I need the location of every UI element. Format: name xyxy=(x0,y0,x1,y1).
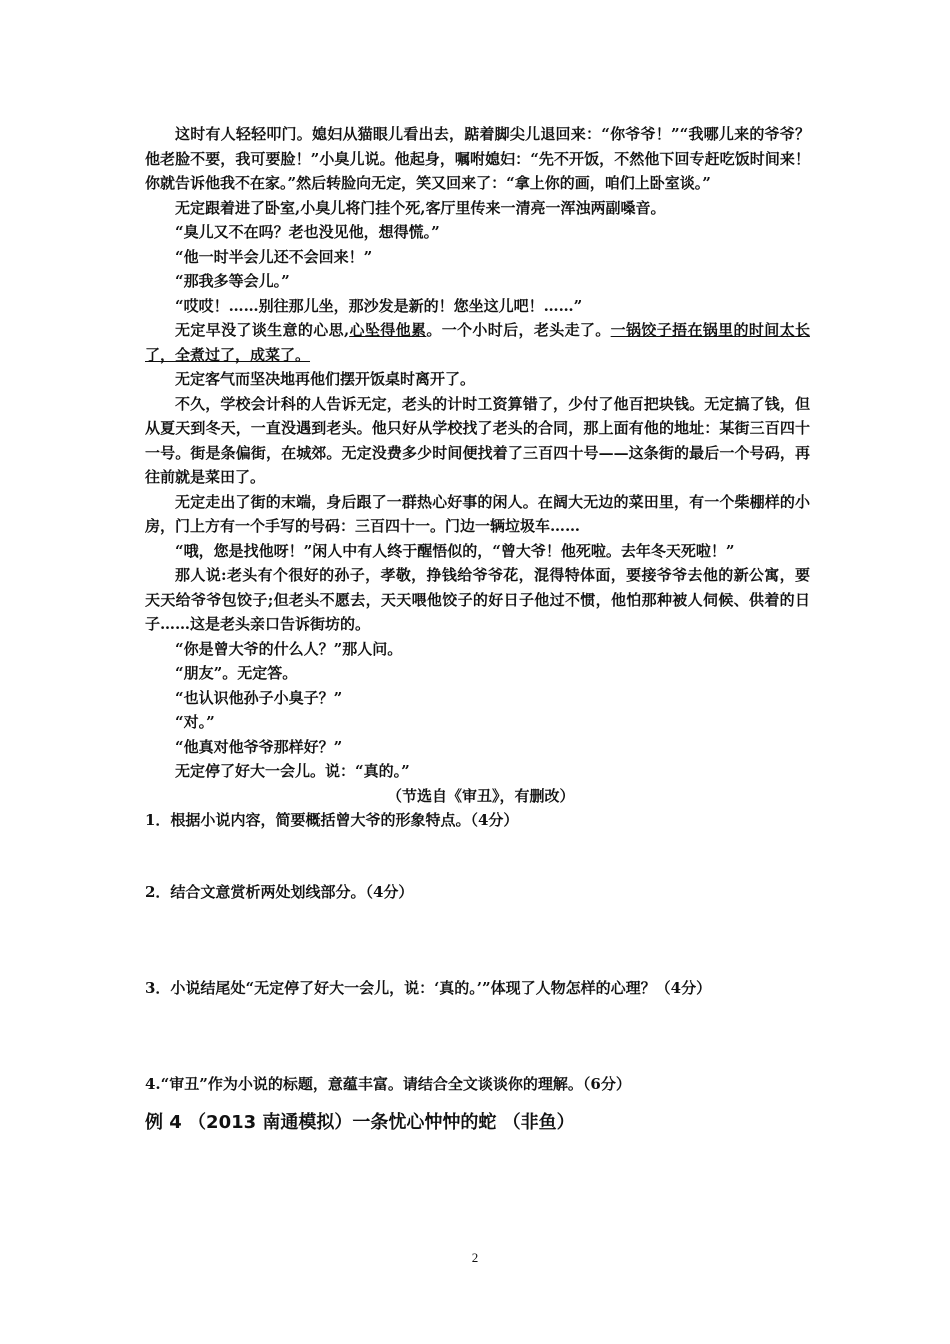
paragraph: 那人说:老头有个很好的孙子，孝敬，挣钱给爷爷花，混得特体面，要接爷爷去他的新公寓，要天天给爷爷包饺子;但老头不愿去，天天喂他饺子的好日子他过不惯，他怕那种被人伺候、供着的日子……这是老头亲口告诉街坊的。 xyxy=(145,566,810,633)
dialogue-line: “哎哎！……别往那儿坐，那沙发是新的！您坐这儿吧！……” xyxy=(175,296,583,315)
text-segment: 无定早没了谈生意的心思, xyxy=(175,321,350,339)
document-body xyxy=(145,122,810,1134)
dialogue-line: “那我多等会儿。” xyxy=(175,272,290,290)
underlined-phrase-1: 心坠得他累 xyxy=(349,321,427,339)
paragraph: 不久，学校会计科的人告诉无定，老头的计时工资算错了，少付了他百把块钱。无定搞了钱，但从夏天到冬天，一直没遇到老头。他只好从学校找了老头的合同，那上面有他的地址：某街三百四十一号。街是条偏街，在城郊。无定没费多少时间便找着了三百四十号——这条街的最后一个号码，再往前就是菜田了。 xyxy=(145,394,810,486)
question-2: 2．结合文意赏析两处划线部分。（4分） xyxy=(145,883,414,901)
dialogue-line: “他一时半会儿还不会回来！” xyxy=(175,247,373,266)
dialogue-line: “你是曾大爷的什么人？”那人问。 xyxy=(175,639,403,658)
paragraph-underlined xyxy=(145,318,810,367)
example-heading: 例 4 （2013 南通模拟）一条忧心忡忡的蛇 （非鱼） xyxy=(145,1112,575,1133)
dialogue-line: 无定停了好大一会儿。说：“真的。” xyxy=(175,762,410,780)
paragraph: 这时有人轻轻叩门。媳妇从猫眼儿看出去，踮着脚尖儿退回来：“你爷爷！”“我哪儿来的爷爷？他老脸不要，我可要脸！”小臭儿说。他起身，嘱咐媳妇：“先不开饭，不然他下回专赶吃饭时间来！你就告诉他我不在家。”然后转脸向无定，笑又回来了：“拿上你的画，咱们上卧室谈。” xyxy=(145,125,810,192)
text-segment: 。一个小时后，老头走了。 xyxy=(426,321,611,339)
underlined-phrase-2: 一锅饺子捂在锅里的时间太长了，全煮过了，成菜了。 xyxy=(145,321,810,364)
dialogue-line: “对。” xyxy=(175,713,215,731)
paragraph: 无定跟着进了卧室,小臭儿将门挂个死,客厅里传来一清亮一浑浊两副嗓音。 xyxy=(175,198,666,217)
paragraph: 无定客气而坚决地再他们摆开饭桌时离开了。 xyxy=(175,370,476,388)
paragraph: 无定走出了街的末端，身后跟了一群热心好事的闲人。在阔大无边的菜田里，有一个柴棚样的小房，门上方有一个手写的号码：三百四十一。门边一辆垃圾车…… xyxy=(145,492,810,535)
source-citation: （节选自《审丑》，有删改） xyxy=(387,786,575,805)
dialogue-line: “朋友”。无定答。 xyxy=(175,664,298,682)
dialogue-line: “臭儿又不在吗？老也没见他，想得慌。” xyxy=(175,223,440,241)
question-1: 1．根据小说内容，简要概括曾大爷的形象特点。（4分） xyxy=(145,811,519,829)
dialogue-line: “他真对他爷爷那样好？” xyxy=(175,737,343,756)
question-4: 4.“审丑”作为小说的标题，意蕴丰富。请结合全文谈谈你的理解。（6分） xyxy=(145,1075,631,1093)
dialogue-line: “哦，您是找他呀！”闲人中有人终于醒悟似的，“曾大爷！他死啦。去年冬天死啦！” xyxy=(175,541,735,560)
dialogue-line: “也认识他孙子小臭子？” xyxy=(175,688,343,707)
question-3: 3．小说结尾处“无定停了好大一会儿，说：‘真的。’”体现了人物怎样的心理？（4分） xyxy=(145,979,712,997)
page-number: 2 xyxy=(471,1250,479,1265)
